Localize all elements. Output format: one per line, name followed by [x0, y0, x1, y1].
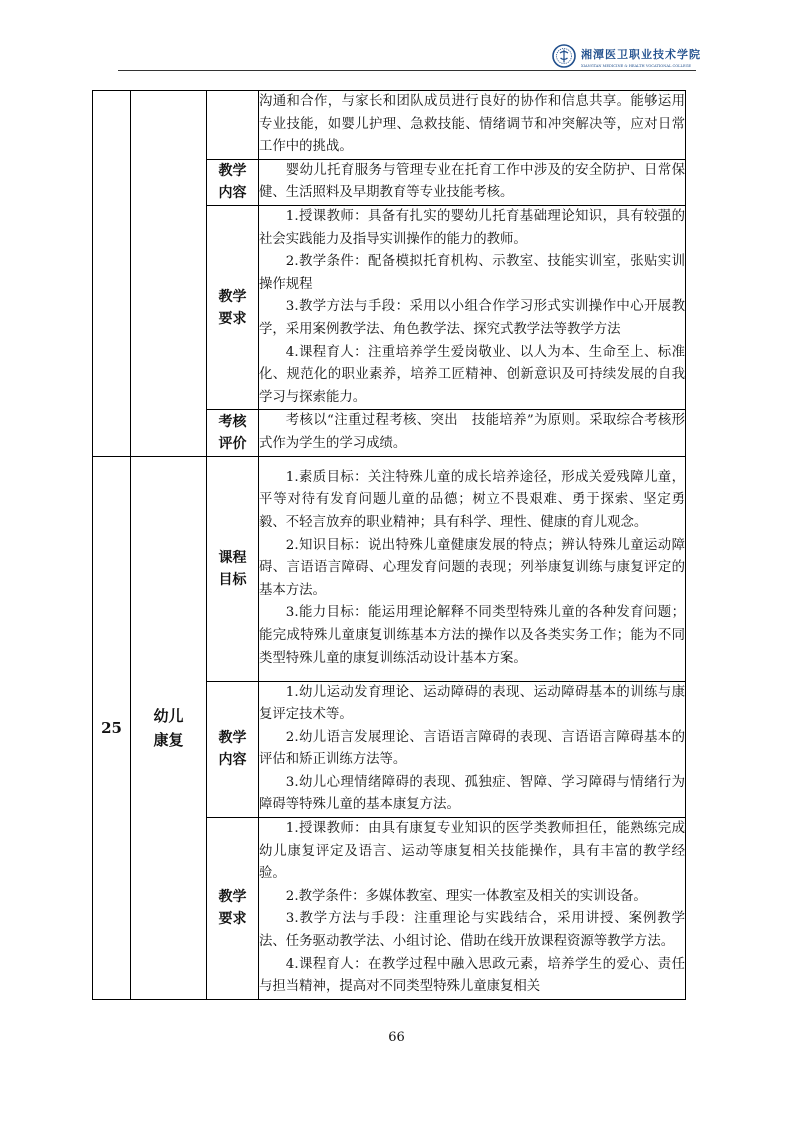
- prev-req-label: 教学要求: [207, 205, 259, 409]
- content-label: 教学内容: [207, 681, 259, 818]
- table-row: [93, 91, 686, 160]
- prev-goal-label-cell: [207, 91, 259, 160]
- page-number: 66: [388, 1030, 405, 1045]
- prev-eval-label: 考核评价: [207, 410, 259, 456]
- content-cell: [259, 681, 686, 818]
- list-item: 4.课程育人：注重培养学生爱岗敬业、以人为本、生命至上、标准化、规范化的职业素养，培养工匠精神、创新意识及可持续发展的自我学习与探索能力。: [259, 344, 685, 405]
- list-item: 1.幼儿运动发育理论、运动障碍的表现、运动障碍基本的训练与康复评定技术等。: [259, 684, 685, 723]
- prev-eval-cell: [259, 410, 686, 456]
- course-name: 幼儿康复: [131, 456, 207, 999]
- school-name-en: XIANGTAN MEDICINE & HEALTH VOCATIONAL COLLEGE: [581, 64, 692, 68]
- prev-course-name-cell: [131, 91, 207, 457]
- list-item: 2.教学条件：配备模拟托育机构、示教室、技能实训室，张贴实训操作规程: [259, 254, 685, 292]
- list-item: 3.教学方法与手段：注重理论与实践结合，采用讲授、案例教学法、任务驱动教学法、小组讨论、借助在线开放课程资源等教学方法。: [259, 911, 685, 950]
- prev-goal-content-cell: [259, 91, 686, 160]
- prev-content-cell: [259, 159, 699, 205]
- prev-req-cell: [259, 205, 699, 409]
- prev-goal-text: 沟通和合作，与家长和团队成员进行良好的协作和信息共享。能够运用专业技能，如婴儿护理、急救技能、情绪调节和冲突解决等，应对日常工作中的挑战。: [259, 94, 685, 155]
- list-item: 1.授课教师：具备有扎实的婴幼儿托育基础理论知识，具有较强的 社会实践能力及指导实训操作的能力的教师。: [259, 208, 699, 247]
- list-item: 4.课程育人：在教学过程中融入思政元素，培养学生的爱心、责任与担当精神，提高对不同类型特殊儿童康复相关: [259, 956, 685, 995]
- list-item: 2.幼儿语言发展理论、言语语言障碍的表现、言语语言障碍基本的评估和矫正训练方法等。: [259, 729, 685, 768]
- req-cell: [259, 818, 686, 1000]
- list-item: 1.授课教师：由具有康复专业知识的医学类教师担任，能熟练完成幼儿康复评定及语言、运动等康复相关技能操作，具有丰富的教学经验。: [259, 821, 685, 882]
- goal-content-cell: [259, 456, 686, 681]
- req-label: 教学要求: [207, 818, 259, 1000]
- prev-content-text: 婴幼儿托育服务与管理专业在托育工作中涉及的安全防护、日常保 健、生活照料及早期教育等专业技能考核。: [259, 162, 699, 201]
- course-number: 25: [93, 456, 131, 999]
- prev-course-number-cell: [93, 91, 131, 457]
- curriculum-table: [92, 90, 699, 1000]
- school-name-cn: 湘潭医卫职业技术学院: [581, 48, 701, 61]
- table-row: [93, 456, 686, 681]
- college-emblem-icon: [552, 44, 576, 68]
- school-name-block: [581, 46, 701, 68]
- list-item: 3.幼儿心理情绪障碍的表现、孤独症、智障、学习障碍与情绪行为障碍等特殊儿童的基本康复方法。: [259, 774, 685, 813]
- list-item: 3.能力目标：能运用理论解释不同类型特殊儿童的各种发育问题；能完成特殊儿童康复训练基本方法的操作以及各类实务工作；能为不同类型特殊儿童的康复训练活动设计基本方案。: [259, 605, 685, 666]
- header-rule: [118, 70, 696, 71]
- list-item: 3.教学方法与手段：采用以小组合作学习形式实训操作中心开展教学，采用案例教学法、角色教学法、探究式教学法等教学方法: [259, 299, 685, 337]
- prev-content-label: 教学内容: [207, 159, 259, 205]
- goal-label: 课程目标: [207, 456, 259, 681]
- list-item: 2.教学条件：多媒体教室、理实一体教室及相关的实训设备。: [285, 888, 647, 904]
- prev-eval-text: 考核以“注重过程考核、突出 技能培养”为原则。采取综合考核形式作为学生的学习成绩。: [259, 413, 685, 451]
- list-item: 2.知识目标：说出特殊儿童健康发展的特点；辨认特殊儿童运动障碍、言语语言障碍、心理发育问题的表现；列举康复训练与康复评定的基本方法。: [259, 537, 685, 598]
- list-item: 1.素质目标：关注特殊儿童的成长培养途径，形成关爱残障儿童，平等对待有发育问题儿童的品德；树立不畏艰难、勇于探索、坚定勇毅、不轻言放弃的职业精神；具有科学、理性、健康的育儿观念。: [259, 469, 685, 531]
